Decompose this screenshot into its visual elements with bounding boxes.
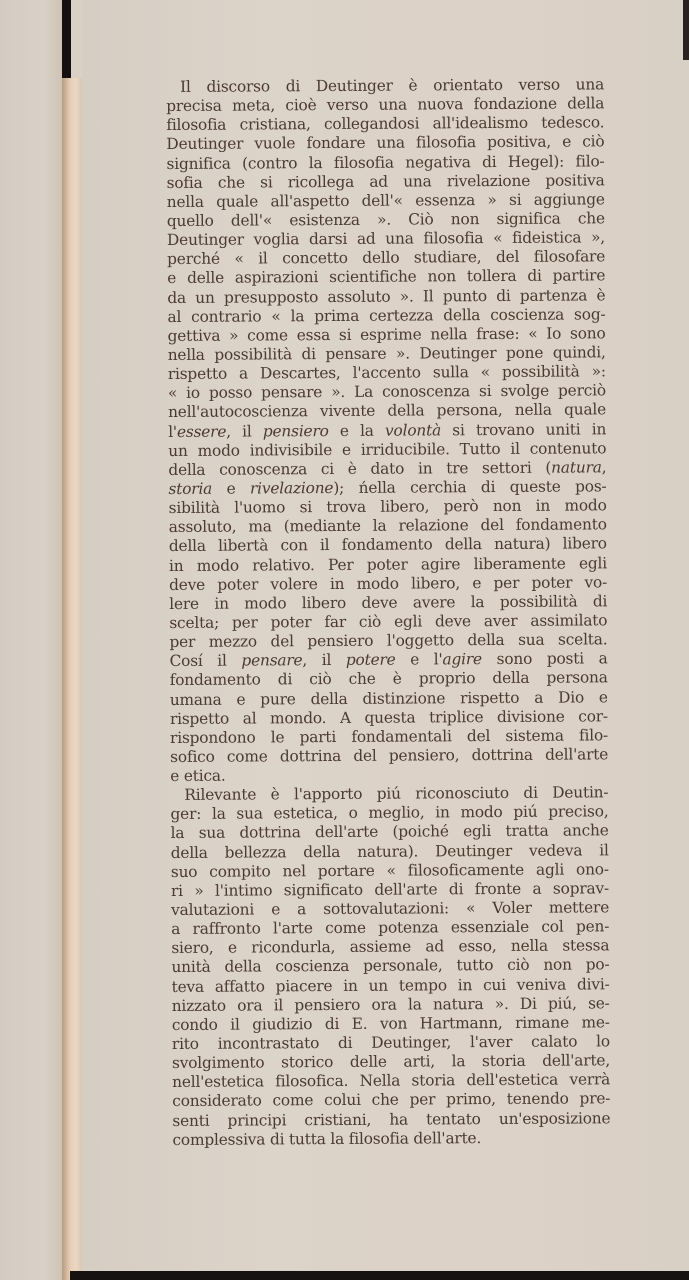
text-line: nella quale all'aspetto dell'« essenza » si aggiunge	[166, 190, 605, 211]
text-segment: , il	[226, 421, 263, 441]
text-segment: ); ńella cerchia di queste pos-	[333, 477, 607, 497]
text-segment: ,	[601, 458, 607, 477]
text-segment: l'	[168, 422, 177, 441]
paragraph	[166, 75, 608, 786]
text-line: al contrario « la prima certezza della coscienza sog-	[167, 305, 606, 326]
text-segment: Cosí il	[169, 651, 242, 671]
text-line: sofico come dottrina del pensiero, dottrina dell'arte	[170, 745, 609, 766]
text-line: la sua dottrina dell'arte (poiché egli tratta anche	[170, 821, 609, 843]
italic-term: natura	[551, 458, 602, 477]
paragraph	[170, 784, 610, 1150]
text-line: rispetto a Descartes, l'accento sulla « possibilità »:	[167, 362, 606, 384]
text-line: e delle aspirazioni scientifiche non tollera di partire	[167, 266, 606, 288]
italic-term: volontà	[384, 420, 442, 440]
text-segment: e la	[328, 421, 386, 440]
text-line: rito incontrastato di Deutinger, l'aver calato lo	[171, 1032, 610, 1054]
text-segment: sono posti a	[481, 649, 608, 669]
text-line: considerato come colui che per primo, tenendo pre-	[172, 1089, 611, 1111]
text-line: Il discorso di Deutinger è orientato verso una	[179, 75, 605, 96]
text-line: significa (contro la filosofia negativa di Hegel): filo-	[166, 151, 605, 173]
text-line: perché « il concetto dello studiare, del filosofare	[167, 247, 606, 269]
text-line: nizzato ora il pensiero ora la natura ». Di piú, se-	[171, 994, 610, 1015]
right-edge-shadow	[683, 0, 689, 60]
italic-term: pensiero	[262, 421, 329, 440]
text-line: nella possibilità di pensare ». Deutinger pone quindi,	[167, 343, 606, 364]
text-line: teva affatto piacere in un tempo in cui veniva divi-	[171, 974, 610, 996]
page-fold	[62, 78, 82, 1280]
text-line: valutazioni e a sottovalutazioni: « Voler mettere	[171, 898, 610, 920]
text-line: condo il giudizio di E. von Hartmann, rimane me-	[171, 1013, 610, 1034]
text-line: nell'autocoscienza vivente della persona, nella quale	[167, 400, 607, 422]
text-line: rispetto al mondo. A questa triplice divisione cor-	[169, 706, 608, 728]
text-line	[170, 650, 608, 672]
italic-term: potere	[345, 650, 396, 670]
text-line: da un presupposto assoluto ». Il punto di partenza è	[167, 285, 606, 307]
text-line: filosofia cristiana, collegandosi all'idealismo tedesco.	[166, 113, 605, 135]
text-line: Rilevante è l'apporto piú riconosciuto di Deutin-	[184, 783, 609, 805]
text-line: siero, e ricondurla, assieme ad esso, nella stessa	[171, 936, 610, 958]
text-line: in modo relativo. Per poter agire liberamente egli	[168, 553, 608, 575]
text-line: rispondono le parti fondamentali del sistema filo-	[169, 726, 609, 747]
text-line: Deutinger vuole fondare una filosofia positiva, e ciò	[166, 132, 605, 154]
text-line: umana e pure della distinzione rispetto a Dio e	[169, 687, 608, 709]
body-text	[166, 75, 611, 1150]
text-line: scelta; per poter far ciò egli deve aver assimilato	[169, 611, 608, 632]
text-line: precisa meta, cioè verso una nuova fondazione della	[166, 94, 605, 116]
text-line: della libertà con il fondamento della natura) libero	[168, 534, 607, 556]
italic-term: essere	[176, 422, 227, 441]
text-segment: , il	[302, 651, 346, 670]
text-line: senti principi cristiani, ha tentato un'esposizione	[172, 1108, 611, 1130]
spine-shadow	[62, 0, 71, 78]
text-line: deve poter volere in modo libero, e per poter vo-	[169, 572, 608, 594]
text-segment: e	[212, 479, 251, 498]
text-line: della bellezza della natura). Deutinger vedeva il	[170, 840, 609, 862]
left-flap	[0, 0, 62, 1280]
text-line: assoluto, ma (mediante la relazione del fondamento	[168, 515, 607, 537]
text-segment: della conoscenza ci è dato in tre settori (	[168, 458, 552, 479]
text-line: lere in modo libero deve avere la possibilità di	[169, 592, 608, 613]
text-line: Deutinger voglia darsi ad una filosofia « fideistica »,	[166, 228, 606, 250]
italic-term: pensare	[241, 651, 303, 670]
text-line: e etica.	[170, 766, 226, 786]
text-line: nell'estetica filosofica. Nella storia dell'estetica verrà	[172, 1070, 611, 1092]
text-line: unità della coscienza personale, tutto ciò non po-	[171, 955, 610, 977]
bottom-edge-shadow	[70, 1271, 689, 1280]
italic-term: storia	[168, 479, 213, 498]
text-line: gettiva » come essa si esprime nella frase: « Io sono	[167, 324, 606, 345]
text-line: fondamento di ciò che è proprio della persona	[169, 668, 608, 690]
text-line: per mezzo del pensiero l'oggetto della sua scelta.	[169, 630, 608, 652]
text-line: a raffronto l'arte come potenza essenziale col pen-	[171, 917, 610, 939]
text-line: « io posso pensare ». La conoscenza si svolge perciò	[167, 381, 606, 403]
text-line: svolgimento storico delle arti, la storia dell'arte,	[171, 1051, 611, 1073]
text-line: suo compito nel portare « filosoficamente agli ono-	[170, 860, 609, 881]
text-segment: e l'	[395, 650, 443, 669]
text-line: sofia che si ricollega ad una rivelazione positiva	[166, 171, 605, 192]
italic-term: rivelazione	[249, 478, 334, 498]
text-line: complessiva di tutta la filosofia dell'arte.	[172, 1128, 482, 1149]
text-line: un modo indivisibile e irriducibile. Tutto il contenuto	[168, 438, 607, 460]
text-line: ri » l'intimo significato dell'arte di fronte a soprav-	[170, 879, 610, 900]
text-segment: si trovano uniti in	[440, 419, 607, 439]
text-line: sibilità l'uomo si trova libero, però non in modo	[168, 496, 607, 518]
text-line: ger: la sua estetica, o meglio, in modo piú preciso,	[170, 802, 609, 824]
italic-term: agire	[442, 650, 483, 669]
text-line	[168, 420, 606, 442]
text-line: quello dell'« esistenza ». Ciò non significa che	[166, 209, 605, 230]
